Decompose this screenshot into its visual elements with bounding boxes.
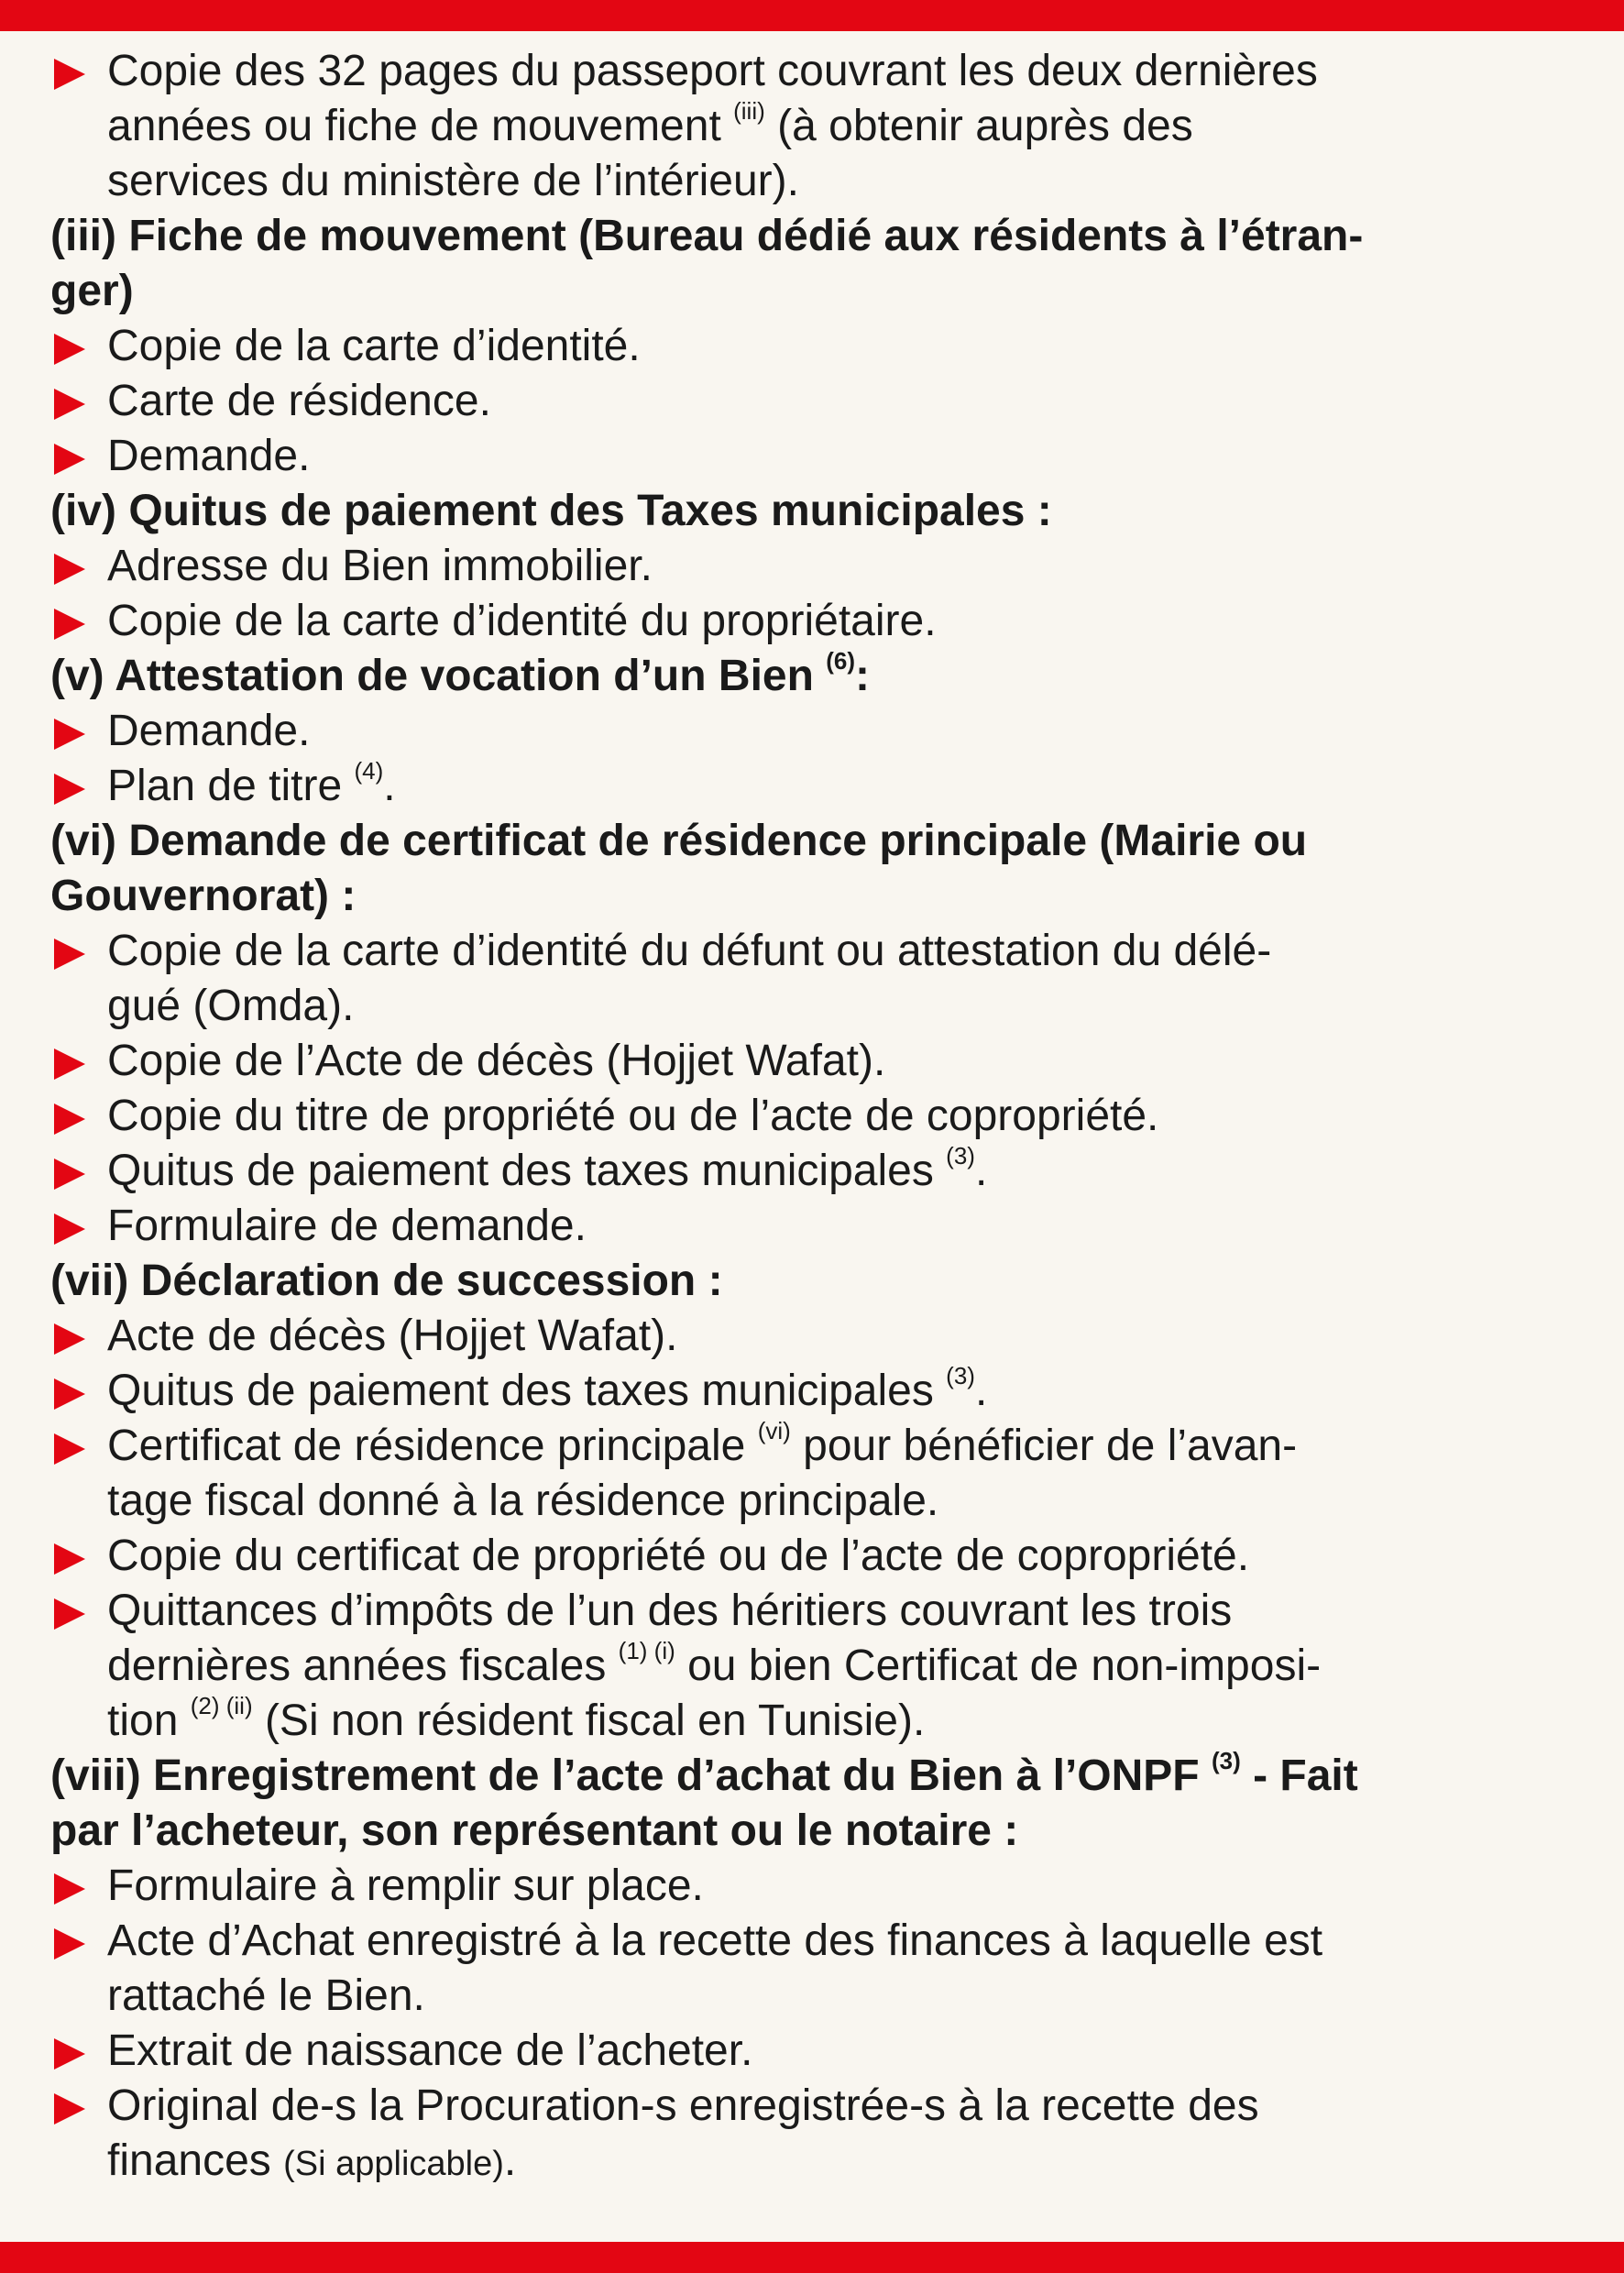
list-item bbox=[50, 1199, 1572, 1254]
line-text: Copie du certificat de propriété ou de l’acte de copropriété. bbox=[107, 1532, 1250, 1580]
line-text: Acte d’Achat enregistré à la recette des finances à laquelle est bbox=[107, 1916, 1323, 1965]
red-triangle-bullet-icon bbox=[54, 1433, 85, 1465]
line-text: Quitus de paiement des taxes municipales $^{(3)}$. bbox=[107, 1362, 988, 1415]
bottom-red-bar bbox=[0, 2242, 1624, 2273]
list-item bbox=[50, 374, 1572, 429]
red-triangle-bullet-icon bbox=[54, 1104, 85, 1135]
line-text: (iv) Quitus de paiement des Taxes municipales : bbox=[50, 487, 1052, 535]
list-item bbox=[50, 319, 1572, 374]
section-heading bbox=[50, 484, 1572, 539]
list-item-continuation bbox=[50, 1969, 1572, 2024]
list-item bbox=[50, 539, 1572, 594]
list-item-continuation bbox=[50, 1694, 1572, 1749]
list-item bbox=[50, 704, 1572, 759]
line-text: par l’acheteur, son représentant ou le notaire : bbox=[50, 1806, 1019, 1855]
red-triangle-bullet-icon bbox=[54, 444, 85, 475]
line-text: (vi) Demande de certificat de résidence principale (Mairie ou bbox=[50, 817, 1308, 865]
list-item-continuation bbox=[50, 99, 1572, 154]
section-heading bbox=[50, 649, 1572, 704]
line-text: gué (Omda). bbox=[107, 982, 355, 1030]
section-heading bbox=[50, 1254, 1572, 1309]
list-item-continuation bbox=[50, 154, 1572, 209]
line-text: (vii) Déclaration de succession : bbox=[50, 1257, 723, 1305]
line-text: Adresse du Bien immobilier. bbox=[107, 542, 653, 590]
list-item bbox=[50, 594, 1572, 649]
red-triangle-bullet-icon bbox=[54, 1543, 85, 1575]
line-text: Extrait de naissance de l’acheter. bbox=[107, 2026, 753, 2075]
line-text: Demande. bbox=[107, 707, 311, 755]
line-text: Formulaire de demande. bbox=[107, 1202, 587, 1250]
list-item bbox=[50, 1529, 1572, 1584]
list-item bbox=[50, 924, 1572, 979]
list-item bbox=[50, 1089, 1572, 1144]
section-heading bbox=[50, 1804, 1572, 1859]
red-triangle-bullet-icon bbox=[54, 2038, 85, 2070]
red-triangle-bullet-icon bbox=[54, 554, 85, 585]
line-text: services du ministère de l’intérieur). bbox=[107, 157, 799, 205]
red-triangle-bullet-icon bbox=[54, 774, 85, 805]
list-item bbox=[50, 2024, 1572, 2079]
line-text: ger) bbox=[50, 267, 134, 315]
section-heading bbox=[50, 1749, 1572, 1804]
list-item bbox=[50, 1584, 1572, 1639]
list-item bbox=[50, 429, 1572, 484]
line-text: Copie de la carte d’identité. bbox=[107, 322, 641, 370]
list-item bbox=[50, 759, 1572, 814]
line-text: Gouvernorat) : bbox=[50, 872, 357, 920]
line-text: Copie du titre de propriété ou de l’acte de copropriété. bbox=[107, 1092, 1159, 1140]
red-triangle-bullet-icon bbox=[54, 609, 85, 640]
line-text: Demande. bbox=[107, 432, 311, 480]
list-item bbox=[50, 1419, 1572, 1474]
list-item-continuation bbox=[50, 1474, 1572, 1529]
red-triangle-bullet-icon bbox=[54, 59, 85, 90]
line-text: Carte de résidence. bbox=[107, 377, 491, 425]
red-triangle-bullet-icon bbox=[54, 389, 85, 420]
red-triangle-bullet-icon bbox=[54, 1158, 85, 1190]
red-triangle-bullet-icon bbox=[54, 1049, 85, 1080]
list-item bbox=[50, 1144, 1572, 1199]
line-text: Quittances d’impôts de l’un des héritiers couvrant les trois bbox=[107, 1587, 1233, 1635]
section-heading bbox=[50, 869, 1572, 924]
list-item-continuation bbox=[50, 979, 1572, 1034]
red-triangle-bullet-icon bbox=[54, 1873, 85, 1905]
line-text: (viii) Enregistrement de l’acte d’achat du Bien à l’ONPF $^{(3)}$ - Fait bbox=[50, 1747, 1358, 1800]
red-triangle-bullet-icon bbox=[54, 1928, 85, 1960]
list-item bbox=[50, 1859, 1572, 1914]
line-text: Copie des 32 pages du passeport couvrant les deux dernières bbox=[107, 47, 1318, 95]
line-text: Certificat de résidence principale $^{(vi)}$ pour bénéficier de l’avan- bbox=[107, 1417, 1298, 1470]
line-text: Formulaire à remplir sur place. bbox=[107, 1861, 704, 1910]
line-text: Plan de titre $^{(4)}$. bbox=[107, 757, 396, 810]
list-item bbox=[50, 1034, 1572, 1089]
list-item bbox=[50, 1309, 1572, 1364]
red-triangle-bullet-icon bbox=[54, 1598, 85, 1630]
list-item-continuation bbox=[50, 1639, 1572, 1694]
line-text: tion $^{(2) (ii)}$ (Si non résident fiscal en Tunisie). bbox=[107, 1692, 926, 1745]
list-item bbox=[50, 44, 1572, 99]
line-text: Copie de l’Acte de décès (Hojjet Wafat). bbox=[107, 1037, 886, 1085]
list-item bbox=[50, 1914, 1572, 1969]
line-text: (iii) Fiche de mouvement (Bureau dédié aux résidents à l’étran- bbox=[50, 212, 1364, 260]
line-text: Copie de la carte d’identité du défunt ou attestation du délé- bbox=[107, 927, 1272, 975]
list-item bbox=[50, 1364, 1572, 1419]
red-triangle-bullet-icon bbox=[54, 719, 85, 750]
list-item-continuation bbox=[50, 2134, 1572, 2189]
line-text: années ou fiche de mouvement $^{(iii)}$ (à obtenir auprès des bbox=[107, 97, 1193, 150]
section-heading bbox=[50, 209, 1572, 264]
line-text: finances (Si applicable). bbox=[107, 2136, 517, 2185]
line-text: tage fiscal donné à la résidence principale. bbox=[107, 1477, 939, 1525]
top-red-bar bbox=[0, 0, 1624, 31]
line-text: (v) Attestation de vocation d’un Bien $^{(6)}$: bbox=[50, 647, 871, 700]
red-triangle-bullet-icon bbox=[54, 2093, 85, 2125]
red-triangle-bullet-icon bbox=[54, 1213, 85, 1245]
section-heading bbox=[50, 264, 1572, 319]
line-text: Acte de décès (Hojjet Wafat). bbox=[107, 1312, 678, 1360]
red-triangle-bullet-icon bbox=[54, 334, 85, 365]
document-content bbox=[50, 44, 1572, 2189]
red-triangle-bullet-icon bbox=[54, 1323, 85, 1355]
line-text: rattaché le Bien. bbox=[107, 1971, 425, 2020]
line-text: Quitus de paiement des taxes municipales $^{(3)}$. bbox=[107, 1142, 988, 1195]
list-item bbox=[50, 2079, 1572, 2134]
line-text: dernières années fiscales $^{(1) (i)}$ ou bien Certificat de non-imposi- bbox=[107, 1637, 1322, 1690]
red-triangle-bullet-icon bbox=[54, 1378, 85, 1410]
red-triangle-bullet-icon bbox=[54, 939, 85, 970]
section-heading bbox=[50, 814, 1572, 869]
line-text: Copie de la carte d’identité du propriétaire. bbox=[107, 597, 937, 645]
line-text: Original de-s la Procuration-s enregistrée-s à la recette des bbox=[107, 2081, 1259, 2130]
